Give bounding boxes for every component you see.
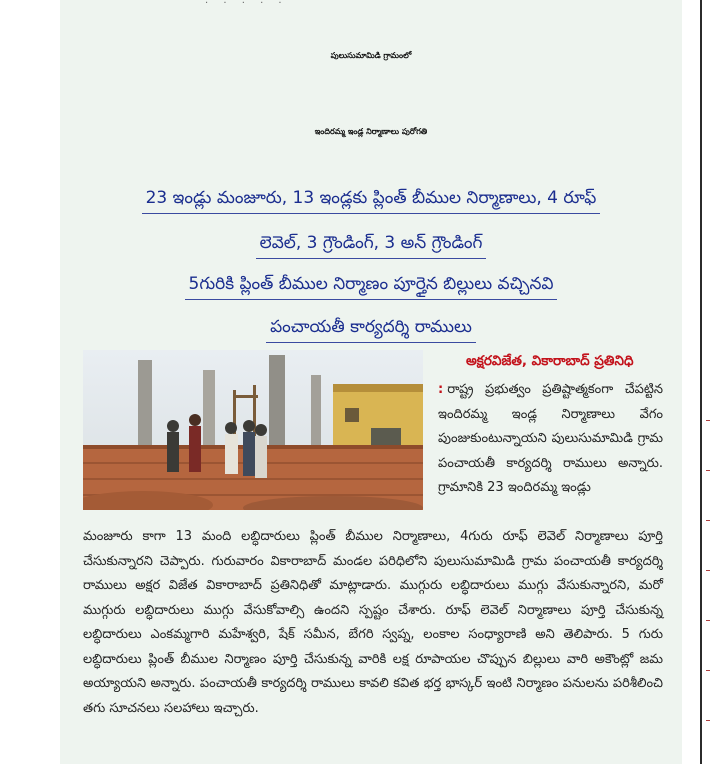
- subhead-1-text: 23 ఇండ్లు మంజూరు, 13 ఇండ్లకు ప్లింత్ బీముల నిర్మాణాలు, 4 రూఫ్: [142, 185, 601, 214]
- subhead-2-text: లెవెల్, 3 గ్రౌండింగ్, 3 అన్ గ్రౌండింగ్: [256, 230, 487, 259]
- margin-tick: [706, 520, 710, 521]
- subhead-4-text: పంచాయతీ కార్యదర్శి రాములు: [266, 314, 476, 343]
- column-divider: [700, 0, 702, 764]
- headline-line-2: ఇందిరమ్మ ఇండ్ల నిర్మాణాలు పురోగతి: [314, 127, 428, 136]
- subhead-2: [60, 230, 682, 259]
- margin-tick: [706, 570, 710, 571]
- article-lead-text: రాష్ట్ర ప్రభుత్వం ప్రతిష్టాత్మకంగా చేపట్టిన ఇందిరమ్మ ఇండ్ల నిర్మాణాలు వేగం పుంజుకుంటున్నాయని పులుసుమామిడి గ్రామ పంచాయతీ కార్యదర్శి రాములు అన్నారు. గ్రామానికి 23 ఇందిరమ్మ ఇండ్లు: [438, 382, 663, 495]
- margin-tick: [706, 470, 710, 471]
- byline: అక్షరవిజేత, వికారాబాద్ ప్రతినిధి: [466, 353, 634, 369]
- cropped-text-fragment: · · · · ·: [205, 0, 288, 9]
- margin-tick: [706, 670, 710, 671]
- construction-site-photo: [83, 350, 423, 510]
- subhead-4: [60, 314, 682, 343]
- photo-illustration: [83, 350, 423, 510]
- margin-tick: [706, 720, 710, 721]
- article-lead: [438, 378, 663, 501]
- subhead-3: [60, 271, 682, 300]
- article-body: మంజూరు కాగా 13 మంది లబ్ధిదారులు ప్లింత్ బీముల నిర్మాణాలు, 4గురు రూఫ్ లెవెల్ నిర్మాణాలు పూర్తి చేసుకున్నారని చెప్పారు. గురువారం వికారాబాద్ మండల పరిధిలోని పులుసుమామిడి గ్రామ పంచాయతీ కార్యదర్శి రాములు అక్షర విజేత వికారాబాద్ ప్రతినిధితో మాట్లాడారు. ముగ్గురు లబ్ధిదారులు ముగ్గు వేసుకున్నారని, మరో ముగ్గురు లబ్ధిదారులు ముగ్గు వేసుకోవాల్సి ఉందని స్పష్టం చేశారు. రూఫ్ లెవెల్ నిర్మాణాలు పూర్తి చేసుకున్న లబ్ధిదారులు ఎంకమ్మగారి మహేశ్వరి, షేక్ సమీన, బేగరి స్వప్న, లంకాల సంధ్యారాణి అని తెలిపారు. 5 గురు లబ్ధిదారులు ప్లింత్ బీముల నిర్మాణం పూర్తి చేసుకున్న వారికి లక్ష రూపాయల చొప్పున బిల్లులు వారి అకౌంట్లో జమ అయ్యాయని అన్నారు. పంచాయతీ కార్యదర్శి రాములు కావలి కవిత భర్త భాస్కర్ ఇంటి నిర్మాణం పనులను పరిశీలించి తగు సూచనలు సలహాలు ఇచ్చారు.: [83, 529, 663, 716]
- margin-tick: [706, 620, 710, 621]
- margin-tick: [706, 420, 710, 421]
- dateline-colon: :: [438, 382, 444, 397]
- subhead-1: [60, 185, 682, 214]
- headline-line-1: పులుసుమామిడి గ్రామంలో: [330, 51, 412, 60]
- subhead-3-text: 5గురికి ప్లింత్ బీముల నిర్మాణం పూర్తైన బిల్లులు వచ్చినవి: [185, 271, 558, 300]
